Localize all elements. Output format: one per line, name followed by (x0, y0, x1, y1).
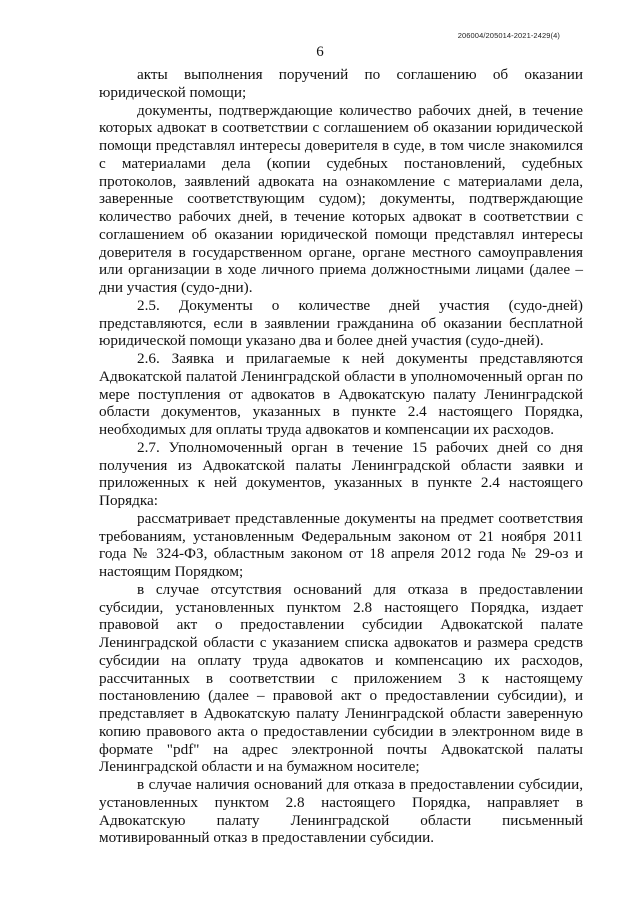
paragraph: в случае отсутствия оснований для отказа в предоставлении субсидии, установленных пунктом 2.8 настоящего Порядка, издает правовой акт о предоставлении субсидии Адвокатской палате Ленинградской области с указанием списка адвокатов и размера средств субсидии на оплату труда адвокатов и компенсацию их расходов, рассчитанных в соответствии с приложением 3 к настоящему постановлению (далее – правовой акт о предоставлении субсидии), и представляет в Адвокатскую палату Ленинградской области заверенную копию правового акта о предоставлении субсидии в электронном виде в формате "pdf" на адрес электронной почты Адвокатской палаты Ленинградской области и на бумажном носителе; (99, 580, 583, 776)
document-id: 206004/205014-2021-2429(4) (457, 31, 560, 40)
paragraph: документы, подтверждающие количество рабочих дней, в течение которых адвокат в соответствии с соглашением об оказании юридической помощи представлял интересы доверителя в суде, в том числе знакомился с материалами дела (копии судебных постановлений, судебных протоколов, заявлений адвоката на ознакомление с материалами дела, заверенные соответствующим судом); документы, подтверждающие количество рабочих дней, в течение которых адвокат в соответствии с соглашением об оказании юридической помощи представлял интересы доверителя в государственном органе, органе местного самоуправления или организации в ходе личного приема должностными лицами (далее – дни участия (судо-дни). (99, 101, 583, 296)
paragraph: 2.5. Документы о количестве дней участия (судо-дней) представляются, если в заявлении гражданина об оказании бесплатной юридической помощи указано два и более дней участия (судо-дней). (99, 296, 583, 350)
document-body (99, 66, 583, 847)
paragraph: 2.6. Заявка и прилагаемые к ней документы представляются Адвокатской палатой Ленинградской области в уполномоченный орган по мере поступления от адвокатов в Адвокатскую палату Ленинградской области документов, указанных в пункте 2.4 настоящего Порядка, необходимых для оплаты труда адвокатов и компенсации их расходов. (99, 350, 583, 438)
page-number: 6 (316, 44, 324, 60)
paragraph: 2.7. Уполномоченный орган в течение 15 рабочих дней со дня получения из Адвокатской палаты Ленинградской области заявки и приложенных к ней документов, указанных в пункте 2.4 настоящего Порядка: (99, 438, 583, 509)
paragraph: рассматривает представленные документы на предмет соответствия требованиям, установленным Федеральным законом от 21 ноября 2011 года № 324-ФЗ, областным законом от 18 апреля 2012 года № 29-оз и настоящим Порядком; (99, 509, 583, 580)
paragraph: в случае наличия оснований для отказа в предоставлении субсидии, установленных пунктом 2.8 настоящего Порядка, направляет в Адвокатскую палату Ленинградской области письменный мотивированный отказ в предоставлении субсидии. (99, 776, 583, 847)
paragraph: акты выполнения поручений по соглашению об оказании юридической помощи; (99, 66, 583, 101)
